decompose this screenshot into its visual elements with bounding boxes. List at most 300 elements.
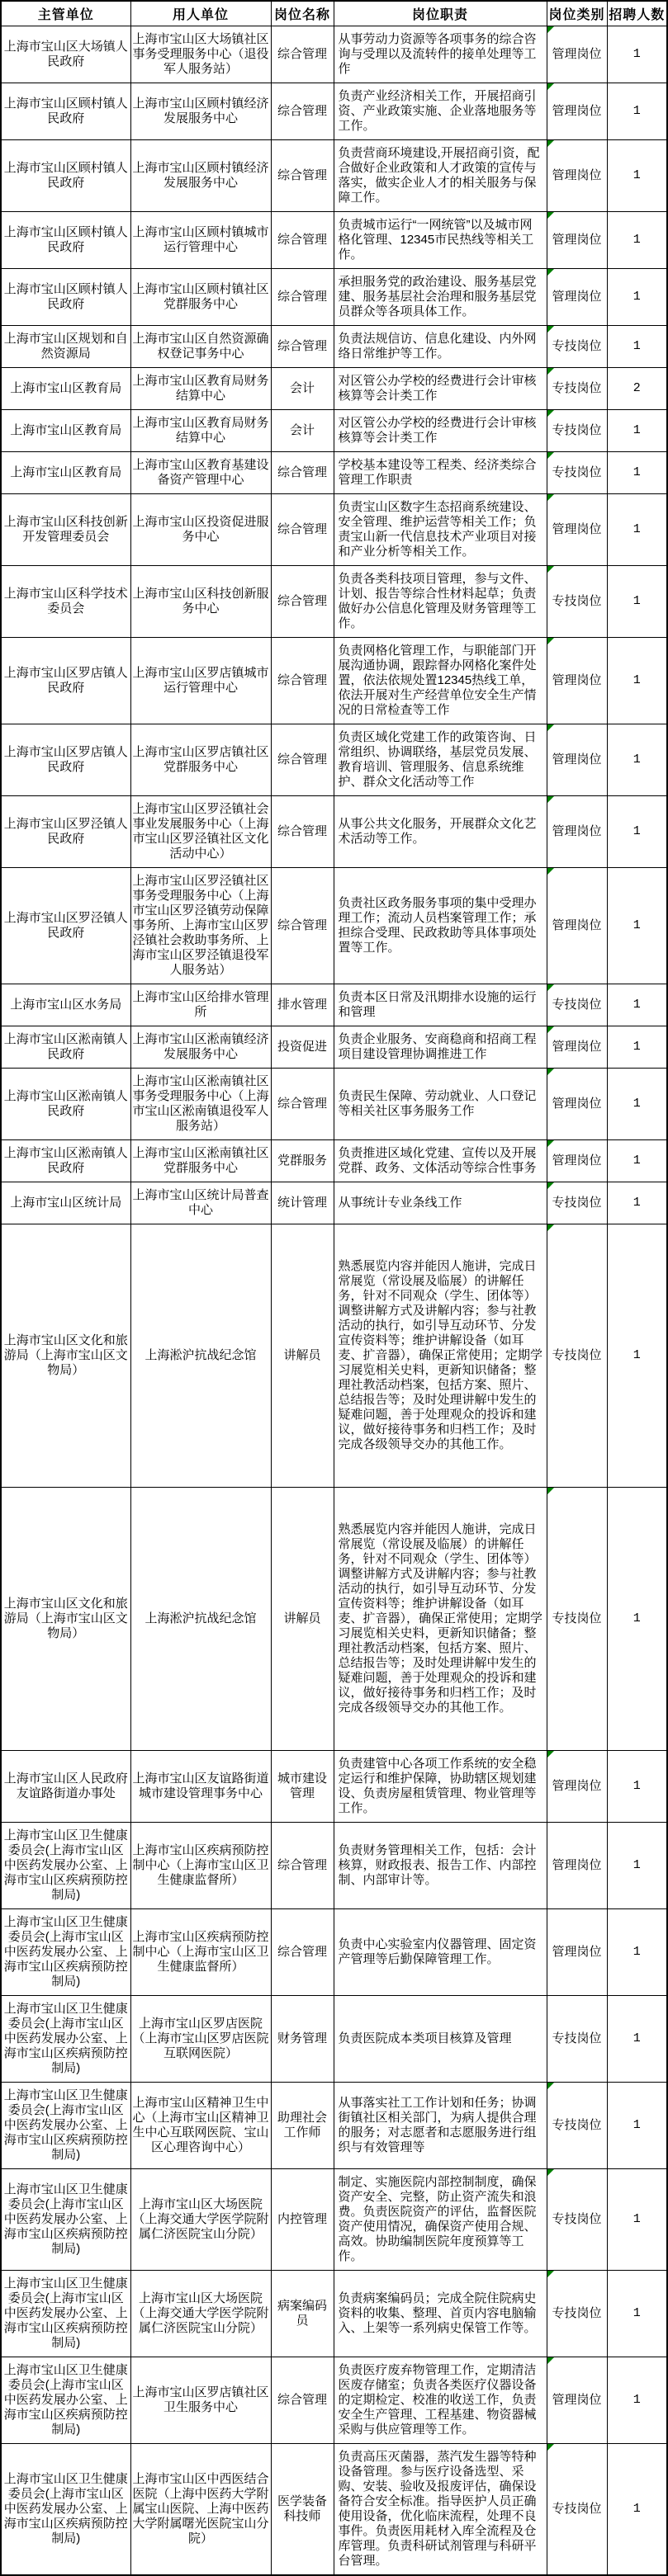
header-category: 岗位类别: [547, 1, 607, 26]
cell-text: 上海市宝山区卫生健康委员会(上海市宝山区中医药发展办公室、上海市宝山区疾病预防控制局): [3, 2002, 128, 2075]
cell-position: [271, 326, 334, 368]
cell-text: 综合管理: [277, 1858, 327, 1872]
cell-duties: [334, 2444, 547, 2576]
cell-employer: [130, 269, 271, 326]
cell-text: 上海市宝山区罗泾镇社会事业发展服务中心（上海市宝山区罗泾镇社区文化活动中心）: [132, 802, 269, 861]
cell-position: [271, 2357, 334, 2444]
corner-marker-icon: [547, 410, 554, 417]
cell-category: [547, 1224, 607, 1488]
cell-count: [607, 26, 667, 83]
cell-supervisor: [1, 212, 130, 269]
cell-category: [547, 26, 607, 83]
cell-employer: [130, 2083, 271, 2169]
cell-text: 从事统计专业条线工作: [338, 1196, 462, 1210]
cell-text: 上海市宝山区卫生健康委员会(上海市宝山区中医药发展办公室、上海市宝山区疾病预防控制局): [3, 1828, 128, 1902]
cell-text: 专技岗位: [552, 2118, 602, 2132]
cell-text: 管理岗位: [552, 1858, 602, 1872]
corner-marker-icon: [547, 1488, 554, 1494]
cell-text: 综合管理: [277, 104, 327, 118]
corner-marker-icon: [547, 724, 554, 731]
cell-text: 上海市宝山区教育基建设备资产管理中心: [132, 458, 269, 487]
cell-position: [271, 1488, 334, 1751]
cell-position: [271, 2169, 334, 2271]
table-row: [1, 452, 667, 494]
cell-text: 管理岗位: [552, 1154, 602, 1168]
cell-count: [607, 566, 667, 638]
cell-category: [547, 1823, 607, 1909]
cell-duties: [334, 452, 547, 494]
cell-duties: [334, 212, 547, 269]
cell-supervisor: [1, 140, 130, 212]
cell-text: 综合管理: [277, 47, 327, 61]
cell-category: [547, 1069, 607, 1140]
cell-duties: [334, 2357, 547, 2444]
table-row: [1, 724, 667, 796]
cell-category: [547, 1996, 607, 2083]
table-row: [1, 140, 667, 212]
cell-position: [271, 638, 334, 724]
cell-position: [271, 1140, 334, 1182]
cell-count: [607, 140, 667, 212]
table-row: [1, 26, 667, 83]
cell-text: 1: [632, 104, 641, 118]
cell-text: 1: [632, 2393, 641, 2407]
table-row: [1, 2083, 667, 2169]
cell-text: 上海市宝山区卫生健康委员会(上海市宝山区中医药发展办公室、上海市宝山区疾病预防控制局): [3, 1915, 128, 1989]
cell-employer: [130, 1182, 271, 1224]
cell-text: 上海市宝山区顾村镇社区党群服务中心: [132, 282, 269, 311]
cell-text: 上海市宝山区罗店镇城市运行管理中心: [132, 666, 269, 695]
cell-category: [547, 2271, 607, 2357]
cell-text: 对区管公办学校的经费进行会计审核核算等会计类工作: [338, 416, 537, 445]
cell-text: 管理岗位: [552, 1097, 602, 1111]
cell-position: [271, 868, 334, 984]
cell-employer: [130, 984, 271, 1026]
cell-duties: [334, 368, 547, 410]
corner-marker-icon: [547, 83, 554, 90]
cell-employer: [130, 2271, 271, 2357]
table-row: [1, 638, 667, 724]
cell-count: [607, 638, 667, 724]
table-row: [1, 1751, 667, 1823]
cell-text: 综合管理: [277, 1945, 327, 1959]
cell-text: 专技岗位: [552, 2212, 602, 2226]
cell-text: 上海淞沪抗战纪念馆: [144, 1348, 257, 1362]
table-row: [1, 212, 667, 269]
cell-text: 1: [632, 1858, 641, 1872]
cell-text: 负责医院成本类项目核算及管理: [338, 2031, 512, 2045]
cell-employer: [130, 140, 271, 212]
cell-category: [547, 1909, 607, 1996]
header-duties: 岗位职责: [334, 1, 547, 26]
cell-text: 1: [632, 753, 641, 767]
cell-duties: [334, 1224, 547, 1488]
corner-marker-icon: [547, 638, 554, 644]
header-position: 岗位名称: [271, 1, 334, 26]
cell-text: 上海市宝山区统计局: [10, 1196, 122, 1210]
cell-text: 上海市宝山区人民政府友谊路街道办事处: [3, 1772, 128, 1800]
cell-employer: [130, 1069, 271, 1140]
cell-text: 上海市宝山区顾村镇经济发展服务中心: [132, 161, 269, 190]
cell-text: 上海市宝山区顾村镇人民政府: [3, 282, 128, 311]
cell-text: 内控管理: [277, 2212, 327, 2226]
cell-text: 从事公共文化服务，开展群众文化艺术活动等工作。: [338, 817, 537, 846]
corner-marker-icon: [547, 1140, 554, 1147]
cell-employer: [130, 1140, 271, 1182]
cell-text: 1: [632, 673, 641, 687]
cell-text: 负责宝山区数字生态招商系统建设、安全管理、维护运营等相关工作；负责宝山新一代信息技术产业项目对接和产业分析等相关工作。: [338, 500, 537, 559]
cell-text: 上海市宝山区自然资源确权登记事务中心: [132, 332, 269, 361]
cell-text: 上海市宝山区教育局: [10, 423, 122, 437]
cell-count: [607, 269, 667, 326]
cell-text: 上海市宝山区友谊路街道城市建设管理事务中心: [132, 1772, 269, 1800]
cell-text: 管理岗位: [552, 104, 602, 118]
cell-text: 负责中心实验室内仪器管理、固定资产管理等后勤保障管理工作。: [338, 1937, 537, 1966]
cell-text: 管理岗位: [552, 168, 602, 182]
cell-text: 上海市宝山区罗泾镇人民政府: [3, 817, 128, 846]
cell-supervisor: [1, 1182, 130, 1224]
table-row: [1, 269, 667, 326]
table-row: [1, 326, 667, 368]
cell-text: 上海市宝山区淞南镇经济发展服务中心: [132, 1032, 269, 1061]
cell-duties: [334, 1026, 547, 1069]
cell-supervisor: [1, 410, 130, 452]
cell-position: [271, 2444, 334, 2576]
cell-text: 上海市宝山区疾病预防控制中心（上海市宝山区卫生健康监督所）: [132, 1930, 269, 1974]
corner-marker-icon: [547, 2169, 554, 2176]
cell-category: [547, 2169, 607, 2271]
cell-text: 管理岗位: [552, 2393, 602, 2407]
cell-duties: [334, 984, 547, 1026]
cell-text: 1: [632, 1779, 641, 1793]
cell-position: [271, 796, 334, 868]
cell-supervisor: [1, 1909, 130, 1996]
corner-marker-icon: [547, 1224, 554, 1231]
cell-count: [607, 2357, 667, 2444]
cell-text: 学校基本建设等工程类、经济类综合管理工作职责: [338, 458, 537, 487]
cell-text: 负责各类科技项目管理，参与文件、计划、报告等综合性材料起草；负责做好办公信息化管理及财务管理等工作。: [338, 572, 537, 630]
cell-employer: [130, 1823, 271, 1909]
cell-text: 专技岗位: [552, 2502, 602, 2516]
cell-text: 上海市宝山区大场镇人民政府: [3, 40, 128, 68]
cell-text: 负责建管中心各项工作系统的安全稳定运行和维护保障，协助辖区规划建设、负责房屋租赁管理、物业管理等工作。: [338, 1757, 537, 1815]
cell-text: 承担服务党的政治建设、服务基层党建、服务基层社会治理和服务基层党员群众等各项具体工作。: [338, 275, 537, 318]
cell-count: [607, 212, 667, 269]
cell-text: 1: [632, 465, 641, 479]
cell-text: 2: [632, 381, 641, 395]
cell-category: [547, 83, 607, 140]
cell-position: [271, 140, 334, 212]
cell-text: 1: [632, 1196, 641, 1210]
cell-position: [271, 452, 334, 494]
cell-supervisor: [1, 638, 130, 724]
cell-supervisor: [1, 2169, 130, 2271]
cell-employer: [130, 83, 271, 140]
corner-marker-icon: [547, 368, 554, 375]
cell-supervisor: [1, 1140, 130, 1182]
cell-text: 综合管理: [277, 233, 327, 247]
cell-supervisor: [1, 2444, 130, 2576]
cell-text: 上海市宝山区科学技术委员会: [3, 587, 128, 616]
cell-position: [271, 1182, 334, 1224]
cell-text: 1: [632, 47, 641, 61]
cell-text: 管理岗位: [552, 673, 602, 687]
cell-position: [271, 724, 334, 796]
cell-text: 上海市宝山区卫生健康委员会(上海市宝山区中医药发展办公室、上海市宝山区疾病预防控制局): [3, 2276, 128, 2350]
cell-text: 负责高压灭菌器，蒸汽发生器等特种设备管理。参与医疗设备选型、采购、安装、验收及报废评估，确保设备符合安全标准。指导医护人员正确使用设备，优化临床流程，处理不良事件。负责医用耗材入库全流程及仓库管理。负责科研试剂管理与科研平台管理。: [338, 2450, 537, 2568]
cell-text: 讲解员: [283, 1611, 321, 1625]
cell-text: 1: [632, 2502, 641, 2516]
corner-marker-icon: [547, 2271, 554, 2277]
cell-supervisor: [1, 2083, 130, 2169]
cell-text: 上海市宝山区罗泾镇社区事务受理服务中心（上海市宝山区罗泾镇劳动保障事务所、上海市宝山区罗泾镇社会救助事务所、上海市宝山区罗泾镇退役军人服务站）: [132, 874, 269, 977]
cell-count: [607, 724, 667, 796]
cell-category: [547, 1026, 607, 1069]
cell-text: 负责法规信访、信息化建设、内外网络日常维护等工作。: [338, 332, 537, 361]
cell-text: 专技岗位: [552, 2306, 602, 2320]
cell-text: 负责城市运行“一网统管”以及城市网格化管理、12345市民热线等相关工作。: [338, 218, 534, 262]
cell-text: 综合管理: [277, 1097, 327, 1111]
cell-category: [547, 2357, 607, 2444]
cell-text: 专技岗位: [552, 339, 602, 353]
table-row: [1, 566, 667, 638]
cell-count: [607, 1488, 667, 1751]
cell-count: [607, 1224, 667, 1488]
cell-duties: [334, 1823, 547, 1909]
table-row: [1, 1909, 667, 1996]
cell-supervisor: [1, 83, 130, 140]
cell-text: 1: [632, 168, 641, 182]
cell-count: [607, 1996, 667, 2083]
cell-duties: [334, 494, 547, 566]
cell-text: 管理岗位: [552, 753, 602, 767]
cell-text: 管理岗位: [552, 824, 602, 838]
cell-employer: [130, 2169, 271, 2271]
cell-text: 上海市宝山区大场医院（上海交通大学医学院附属仁济医院宝山分院）: [132, 2197, 269, 2241]
corner-marker-icon: [547, 269, 554, 276]
cell-duties: [334, 868, 547, 984]
cell-text: 综合管理: [277, 824, 327, 838]
cell-duties: [334, 2271, 547, 2357]
cell-text: 上海市宝山区给排水管理所: [132, 990, 269, 1019]
cell-text: 上海市宝山区顾村镇人民政府: [3, 97, 128, 125]
cell-text: 上海市宝山区顾村镇经济发展服务中心: [132, 97, 269, 125]
cell-text: 管理岗位: [552, 918, 602, 932]
cell-text: 负责产业经济相关工作，开展招商引资、产业政策实施、企业落地服务等工作。: [338, 89, 537, 133]
cell-text: 1: [632, 423, 641, 437]
cell-text: 1: [632, 594, 641, 608]
cell-text: 上海市宝山区文化和旅游局（上海市宝山区文物局）: [3, 1597, 128, 1640]
table-row: [1, 868, 667, 984]
corner-marker-icon: [547, 2083, 554, 2089]
cell-text: 上海市宝山区卫生健康委员会(上海市宝山区中医药发展办公室、上海市宝山区疾病预防控制局): [3, 2363, 128, 2437]
cell-text: 综合管理: [277, 168, 327, 182]
cell-category: [547, 212, 607, 269]
cell-supervisor: [1, 1996, 130, 2083]
cell-text: 上海市宝山区水务局: [10, 998, 122, 1012]
table-row: [1, 2271, 667, 2357]
cell-text: 综合管理: [277, 290, 327, 304]
corner-marker-icon: [547, 796, 554, 803]
cell-position: [271, 1996, 334, 2083]
cell-employer: [130, 494, 271, 566]
cell-count: [607, 1140, 667, 1182]
cell-text: 专技岗位: [552, 998, 602, 1012]
cell-text: 上海市宝山区罗店镇人民政府: [3, 666, 128, 695]
cell-text: 助理社会工作师: [277, 2111, 327, 2140]
cell-supervisor: [1, 984, 130, 1026]
table-row: [1, 2169, 667, 2271]
cell-text: 1: [632, 233, 641, 247]
table-row: [1, 410, 667, 452]
cell-text: 综合管理: [277, 339, 327, 353]
cell-duties: [334, 2083, 547, 2169]
cell-supervisor: [1, 494, 130, 566]
cell-text: 上海市宝山区顾村镇城市运行管理中心: [132, 225, 269, 254]
cell-text: 熟悉展览内容并能因人施讲，完成日常展览（常设展及临展）的讲解任务，针对不同观众（学生、团体等）调整讲解方式及讲解内容；参与社教活动的执行，如引导互动环节、分发宣传资料等；维护讲解设备（如耳麦、扩音器），确保正常使用；定期学习展览相关史料，更新知识储备；整理社教活动档案，包括方案、照片、总结报告等；及时处理讲解中发生的疑难问题，善于处理观众的投诉和建议，做好接待事务和归档工作；及时完成各级领导交办的其他工作。: [338, 1522, 543, 1715]
cell-text: 1: [632, 1097, 641, 1111]
cell-text: 熟悉展览内容并能因人施讲，完成日常展览（常设展及临展）的讲解任务，针对不同观众（学生、团体等）调整讲解方式及讲解内容；参与社教活动的执行，如引导互动环节、分发宣传资料等；维护讲解设备（如耳麦、扩音器），确保正常使用；定期学习展览相关史料，更新知识储备；整理社教活动档案，包括方案、照片、总结报告等；及时处理讲解中发生的疑难问题，善于处理观众的投诉和建议，做好接待事务和归档工作；及时完成各级领导交办的其他工作。: [338, 1259, 543, 1451]
cell-category: [547, 410, 607, 452]
cell-text: 综合管理: [277, 673, 327, 687]
cell-category: [547, 494, 607, 566]
cell-text: 专技岗位: [552, 465, 602, 479]
cell-text: 负责民生保障、劳动就业、人口登记等相关社区事务服务工作: [338, 1089, 537, 1118]
cell-supervisor: [1, 452, 130, 494]
cell-supervisor: [1, 1069, 130, 1140]
cell-text: 上海市宝山区中西医结合医院（上海中医药大学附属宝山医院、上海中医药大学附属曙光医院宝山分院）: [132, 2472, 269, 2545]
cell-text: 负责社区政务服务事项的集中受理办理工作；流动人员档案管理工作；承担综合受理、民政救助等具体事项处置等工作。: [338, 896, 537, 955]
cell-employer: [130, 326, 271, 368]
cell-count: [607, 83, 667, 140]
cell-text: 医学装备科技师: [277, 2494, 327, 2523]
corner-marker-icon: [547, 212, 554, 219]
cell-text: 城市建设管理: [277, 1772, 327, 1800]
cell-duties: [334, 1140, 547, 1182]
cell-count: [607, 984, 667, 1026]
cell-duties: [334, 140, 547, 212]
cell-text: 上海市宝山区罗店镇社区卫生服务中心: [132, 2385, 269, 2414]
corner-marker-icon: [547, 326, 554, 333]
cell-duties: [334, 1069, 547, 1140]
corner-marker-icon: [547, 566, 554, 573]
table-row: [1, 1140, 667, 1182]
cell-employer: [130, 1996, 271, 2083]
cell-text: 专技岗位: [552, 1196, 602, 1210]
cell-count: [607, 2083, 667, 2169]
cell-employer: [130, 868, 271, 984]
cell-position: [271, 83, 334, 140]
corner-marker-icon: [547, 868, 554, 875]
cell-text: 1: [632, 2212, 641, 2226]
cell-count: [607, 2271, 667, 2357]
cell-text: 制定、实施医院内部控制制度，确保资产安全、完整，防止资产流失和浪费。负责医院资产的评估，监督医院资产使用情况，确保资产使用合规、高效。协助编制医院年度预算等工作。: [338, 2175, 537, 2263]
cell-count: [607, 410, 667, 452]
cell-employer: [130, 1026, 271, 1069]
cell-text: 管理岗位: [552, 1945, 602, 1959]
header-supervisor: 主管单位: [1, 1, 130, 26]
cell-category: [547, 796, 607, 868]
corner-marker-icon: [547, 1182, 554, 1189]
cell-category: [547, 269, 607, 326]
cell-text: 上海市宝山区疾病预防控制中心（上海市宝山区卫生健康监督所）: [132, 1843, 269, 1887]
cell-supervisor: [1, 1224, 130, 1488]
cell-count: [607, 1026, 667, 1069]
cell-text: 从事落实社工工作计划和任务；协调街镇社区相关部门，为病人提供合理的服务；对志愿者和志愿服务进行组织与有效管理等: [338, 2096, 537, 2154]
cell-text: 负责网格化管理工作，与职能部门开展沟通协调，跟踪督办网格化案件处置，依法依规处置12345热线工单，依法开展对生产经营单位安全生产情况的日常检查等工作: [338, 644, 537, 717]
table-row: [1, 1026, 667, 1069]
cell-text: 负责区域化党建工作的政策咨询、日常组织、协调联络，基层党员发展、教育培训、管理服务、信息系统维护、群众文化活动等工作: [338, 730, 537, 789]
cell-text: 1: [632, 1945, 641, 1959]
cell-category: [547, 368, 607, 410]
cell-text: 上海市宝山区罗店镇社区党群服务中心: [132, 745, 269, 774]
table-row: [1, 796, 667, 868]
cell-text: 上海市宝山区教育局: [10, 381, 122, 395]
cell-text: 综合管理: [277, 465, 327, 479]
table-row: [1, 2444, 667, 2576]
cell-category: [547, 984, 607, 1026]
table-row: [1, 1069, 667, 1140]
cell-supervisor: [1, 1823, 130, 1909]
cell-text: 会计: [289, 381, 315, 395]
cell-position: [271, 269, 334, 326]
cell-employer: [130, 410, 271, 452]
cell-employer: [130, 452, 271, 494]
cell-employer: [130, 796, 271, 868]
cell-category: [547, 2083, 607, 2169]
cell-text: 从事劳动力资源等各项事务的综合咨询与受理以及流转件的接单处理等工作: [338, 32, 537, 76]
cell-text: 1: [632, 1040, 641, 1054]
header-count: 招聘人数: [607, 1, 667, 26]
cell-text: 上海市宝山区教育局: [10, 465, 122, 479]
cell-text: 1: [632, 918, 641, 932]
cell-text: 专技岗位: [552, 2031, 602, 2045]
cell-text: 1: [632, 522, 641, 536]
cell-count: [607, 1182, 667, 1224]
cell-count: [607, 1823, 667, 1909]
cell-duties: [334, 1996, 547, 2083]
cell-text: 上海市宝山区罗泾镇人民政府: [3, 911, 128, 940]
cell-employer: [130, 1488, 271, 1751]
table-body: [1, 26, 667, 2576]
corner-marker-icon: [547, 2444, 554, 2451]
cell-category: [547, 326, 607, 368]
cell-duties: [334, 26, 547, 83]
cell-text: 负责病案编码员；完成全院住院病史资料的收集、整理、首页内容电脑输入、上架等一系列病史保管工作等。: [338, 2291, 537, 2335]
cell-duties: [334, 1751, 547, 1823]
table-row: [1, 1996, 667, 2083]
cell-text: 专技岗位: [552, 423, 602, 437]
corner-marker-icon: [547, 1069, 554, 1075]
cell-text: 统计管理: [277, 1196, 327, 1210]
cell-employer: [130, 2444, 271, 2576]
cell-count: [607, 368, 667, 410]
cell-text: 上海市宝山区教育局财务结算中心: [132, 416, 269, 445]
cell-text: 上海市宝山区统计局普查中心: [132, 1188, 269, 1217]
cell-text: 1: [632, 2306, 641, 2320]
cell-supervisor: [1, 26, 130, 83]
cell-duties: [334, 566, 547, 638]
cell-text: 上海市宝山区淞南镇社区党群服务中心: [132, 1146, 269, 1175]
header-row: [1, 1, 667, 26]
cell-count: [607, 452, 667, 494]
cell-text: 党群服务: [277, 1154, 327, 1168]
cell-text: 管理岗位: [552, 290, 602, 304]
cell-text: 1: [632, 1348, 641, 1362]
cell-text: 上海市宝山区顾村镇人民政府: [3, 225, 128, 254]
cell-text: 上海市宝山区罗店镇人民政府: [3, 745, 128, 774]
cell-text: 上海市宝山区淞南镇人民政府: [3, 1146, 128, 1175]
